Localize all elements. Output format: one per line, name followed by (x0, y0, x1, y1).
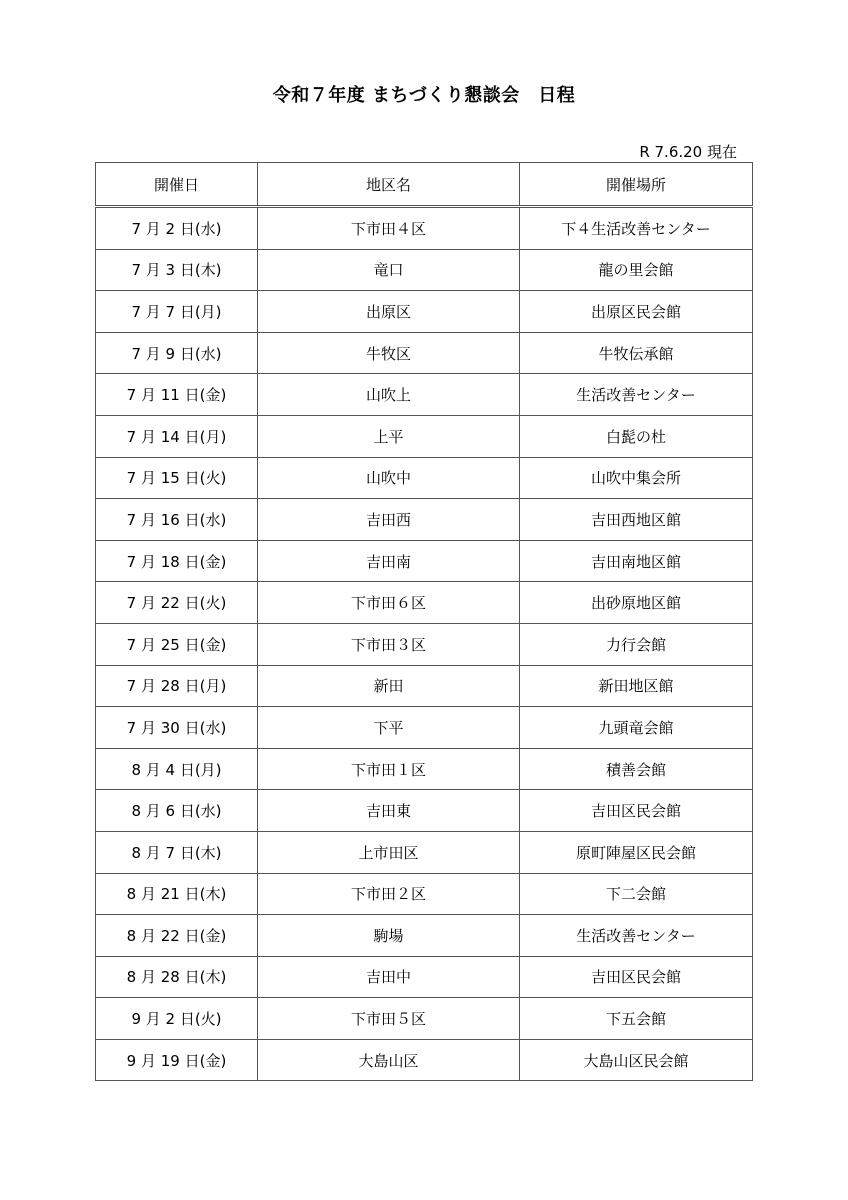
cell-venue: 龍の里会館 (520, 249, 753, 291)
cell-area: 上平 (258, 415, 520, 457)
cell-venue: 積善会館 (520, 748, 753, 790)
cell-area: 吉田中 (258, 956, 520, 998)
cell-venue: 吉田西地区館 (520, 499, 753, 541)
cell-date: 7 月 9 日(水) (96, 332, 258, 374)
cell-area: 大島山区 (258, 1039, 520, 1081)
cell-area: 新田 (258, 665, 520, 707)
cell-area: 下市田５区 (258, 998, 520, 1040)
table-row (96, 249, 753, 291)
table-body (96, 207, 753, 1081)
cell-venue: 大島山区民会館 (520, 1039, 753, 1081)
cell-area: 山吹上 (258, 374, 520, 416)
cell-date: 8 月 4 日(月) (96, 748, 258, 790)
cell-date: 8 月 6 日(水) (96, 790, 258, 832)
cell-area: 山吹中 (258, 457, 520, 499)
cell-area: 吉田東 (258, 790, 520, 832)
cell-date: 7 月 7 日(月) (96, 291, 258, 333)
table-row (96, 707, 753, 749)
table-row (96, 915, 753, 957)
cell-date: 7 月 15 日(火) (96, 457, 258, 499)
cell-date: 7 月 18 日(金) (96, 540, 258, 582)
table-row (96, 790, 753, 832)
cell-area: 吉田西 (258, 499, 520, 541)
cell-date: 8 月 28 日(木) (96, 956, 258, 998)
cell-area: 下市田３区 (258, 623, 520, 665)
cell-venue: 出原区民会館 (520, 291, 753, 333)
cell-area: 下平 (258, 707, 520, 749)
cell-venue: 吉田区民会館 (520, 790, 753, 832)
table-row (96, 207, 753, 250)
table-row (96, 457, 753, 499)
table-row (96, 291, 753, 333)
cell-venue: 生活改善センター (520, 915, 753, 957)
cell-date: 7 月 11 日(金) (96, 374, 258, 416)
cell-venue: 生活改善センター (520, 374, 753, 416)
cell-venue: 下二会館 (520, 873, 753, 915)
cell-date: 8 月 21 日(木) (96, 873, 258, 915)
cell-date: 7 月 2 日(水) (96, 207, 258, 250)
header-venue: 開催場所 (520, 163, 753, 207)
cell-area: 吉田南 (258, 540, 520, 582)
cell-venue: 白髭の杜 (520, 415, 753, 457)
cell-area: 出原区 (258, 291, 520, 333)
cell-venue: 山吹中集会所 (520, 457, 753, 499)
cell-area: 竜口 (258, 249, 520, 291)
header-date: 開催日 (96, 163, 258, 207)
cell-area: 下市田２区 (258, 873, 520, 915)
cell-date: 7 月 30 日(水) (96, 707, 258, 749)
cell-area: 上市田区 (258, 831, 520, 873)
cell-date: 7 月 14 日(月) (96, 415, 258, 457)
header-area: 地区名 (258, 163, 520, 207)
cell-venue: 力行会館 (520, 623, 753, 665)
cell-venue: 下五会館 (520, 998, 753, 1040)
table-row (96, 956, 753, 998)
cell-venue: 九頭竜会館 (520, 707, 753, 749)
table-row (96, 332, 753, 374)
cell-date: 7 月 3 日(木) (96, 249, 258, 291)
schedule-table (95, 162, 753, 1081)
cell-venue: 原町陣屋区民会館 (520, 831, 753, 873)
table-row (96, 873, 753, 915)
cell-date: 8 月 22 日(金) (96, 915, 258, 957)
cell-venue: 新田地区館 (520, 665, 753, 707)
cell-area: 駒場 (258, 915, 520, 957)
table-row (96, 499, 753, 541)
cell-date: 7 月 28 日(月) (96, 665, 258, 707)
cell-venue: 牛牧伝承館 (520, 332, 753, 374)
cell-date: 9 月 19 日(金) (96, 1039, 258, 1081)
table-row (96, 582, 753, 624)
table-row (96, 415, 753, 457)
table-row (96, 1039, 753, 1081)
cell-venue: 吉田区民会館 (520, 956, 753, 998)
table-row (96, 623, 753, 665)
cell-area: 下市田１区 (258, 748, 520, 790)
cell-area: 牛牧区 (258, 332, 520, 374)
table-row (96, 831, 753, 873)
cell-date: 7 月 22 日(火) (96, 582, 258, 624)
cell-date: 7 月 16 日(水) (96, 499, 258, 541)
as-of-date: R 7.6.20 現在 (639, 143, 737, 161)
cell-date: 9 月 2 日(火) (96, 998, 258, 1040)
table-row (96, 748, 753, 790)
page-title: 令和７年度 まちづくり懇談会 日程 (272, 85, 576, 106)
cell-venue: 出砂原地区館 (520, 582, 753, 624)
cell-area: 下市田４区 (258, 207, 520, 250)
table-row (96, 374, 753, 416)
cell-venue: 吉田南地区館 (520, 540, 753, 582)
table-row (96, 998, 753, 1040)
cell-venue: 下４生活改善センター (520, 207, 753, 250)
cell-area: 下市田６区 (258, 582, 520, 624)
cell-date: 8 月 7 日(木) (96, 831, 258, 873)
table-row (96, 540, 753, 582)
table-header-row (96, 163, 753, 207)
table-row (96, 665, 753, 707)
cell-date: 7 月 25 日(金) (96, 623, 258, 665)
